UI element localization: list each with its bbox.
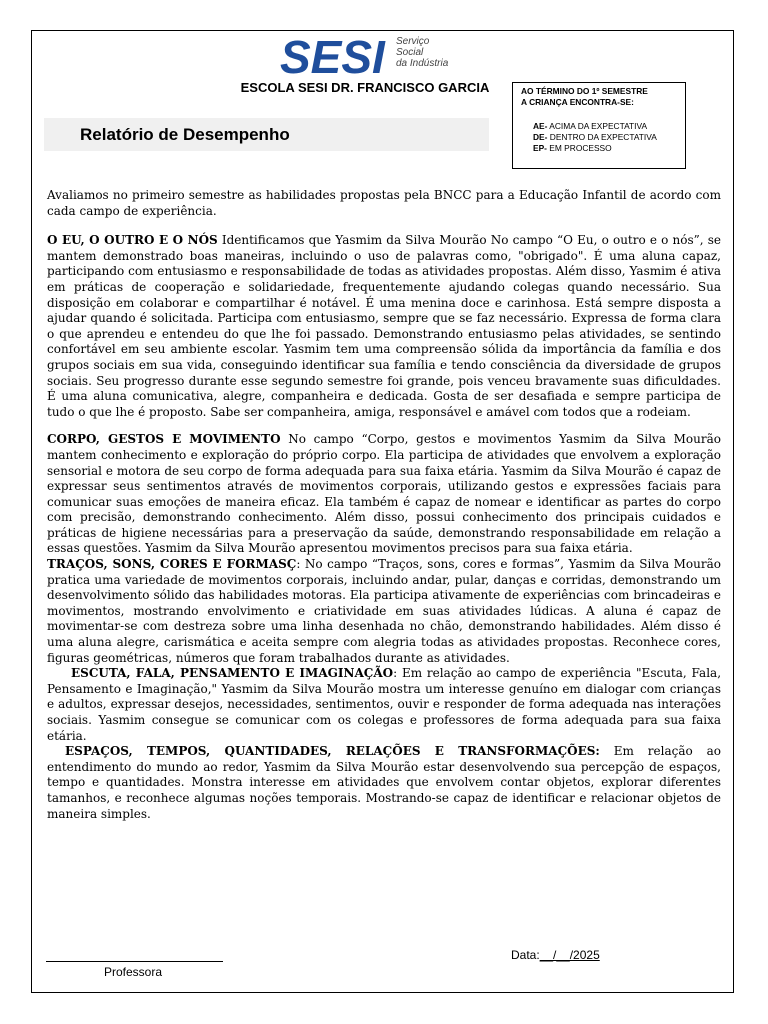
section-escuta-fala (47, 666, 721, 744)
report-title: Relatório de Desempenho (80, 125, 290, 144)
section-heading: CORPO, GESTOS E MOVIMENTO (47, 432, 281, 447)
section-heading: ESCUTA, FALA, PENSAMENTO E IMAGINAÇÃO (71, 666, 394, 681)
sesi-logo (280, 34, 455, 78)
legend-item (533, 132, 657, 143)
legend-box (512, 82, 686, 169)
section-espacos-tempos (47, 744, 721, 822)
report-body (47, 188, 721, 822)
date-field (511, 948, 600, 962)
legend-heading (521, 86, 681, 108)
section-text: Em relação ao entendimento do mundo ao redor, Yasmim da Silva Mourão estar desenvolvendo sua percepção de espaços, tempo e quantidades. Monstra interesse em atividades que envolvem contar objetos, explorar diferentes tamanhos, e reconhece algumas noções temporais. Mostrando-se capaz de identificar e relacionar objetos de maneira simples. (47, 744, 721, 821)
section-tracos-sons (47, 557, 721, 666)
legend-item (533, 143, 657, 154)
logo-subtitle-line: da Indústria (396, 58, 449, 69)
section-corpo-gestos (47, 432, 721, 557)
section-heading: TRAÇOS, SONS, CORES E FORMASÇ (47, 557, 297, 572)
legend-heading-line: A CRIANÇA ENCONTRA-SE: (521, 97, 634, 107)
logo-subtitle-line: Social (396, 47, 424, 58)
section-heading: O EU, O OUTRO E O NÓS (47, 233, 218, 248)
section-text: No campo “Corpo, gestos e movimentos Yasmim da Silva Mourão mantem conhecimento e exploração do próprio corpo. Ela participa de atividades que envolvem a exploração sensorial e motora de seu corpo de forma adequada para sua faixa etária. Yasmim da Silva Mourão é capaz de expressar seus sentimentos através de movimentos corporais, utilizando gestos e expressões faciais para comunicar suas emoções de maneira eficaz. Ela também é capaz de nomear e identificar as partes do corpo com precisão, demonstrando conhecimento. Além disso, possui conhecimento dos principais cuidados e práticas de higiene necessárias para a preservação da saúde, demonstrando responsabilidade em relação a essas questões. Yasmim da Silva Mourão apresentou movimentos precisos para sua faixa etária. (47, 432, 721, 556)
section-text: Identificamos que Yasmim da Silva Mourão No campo “O Eu, o outro e o nós”, se mantem demonstrado boas maneiras, incluindo o uso de palavras como, "obrigado". É uma aluna capaz, participando com entusiasmo e responsabilidade de todas as atividades propostas. Além disso, Yasmim é ativa em práticas de cooperação e solidariedade, frequentemente ajudando colegas quando necessário. Sua disposição em colaborar e compartilhar é notável. É uma menina doce e carinhosa. Está sempre disposta a ajudar quando é solicitada. Participa com entusiasmo, sempre que se faz necessário. Expressa de forma clara o que aprendeu e entendeu do que lhe foi passado. Demonstrando entusiasmo pelas atividades, se sentindo confortável em seu ambiente escolar. Yasmim tem uma compreensão sólida da importância da família e dos grupos sociais em sua vida, conseguindo identificar sua família e tendo consciência da diversidade de grupos sociais. Seu progresso durante esse segundo semestre foi grande, pois venceu bravamente suas dificuldades. É uma aluna comunicativa, alegre, companheira e dedicada. Gosta de ser desafiada e sempre participa de tudo o que lhe é proposto. Sabe ser companheira, amiga, responsável e amável com todos que a rodeiam. (47, 233, 721, 419)
legend-heading-line: AO TÉRMINO DO 1º SEMESTRE (521, 86, 648, 96)
sesi-logo-text: SESI (280, 34, 385, 78)
section-text: : No campo “Traços, sons, cores e formas”, Yasmim da Silva Mourão pratica uma variedade de movimentos corporais, incluindo andar, pular, danças e corridas, demonstrando um desenvolvimento sólido das habilidades motoras. Ela participa ativamente de experiências com brincadeiras e movimentos, mostrando envolvimento e criatividade em suas atividades lúdicas. A aluna é capaz de movimentar-se com destreza sobre uma linha desenhada no chão, demonstrando habilidades. Além disso é uma aluna alegre, carismática e aceita sempre com alegria todas as atividades propostas. Reconhece cores, figuras geométricas, números que foram trabalhados durante as atividades. (47, 557, 721, 665)
legend-code: AE- (533, 121, 548, 131)
legend-code: EP- (533, 143, 547, 153)
date-label: Data: (511, 948, 540, 962)
intro-paragraph: Avaliamos no primeiro semestre as habilidades propostas pela BNCC para a Educação Infantil de acordo com cada campo de experiência. (47, 188, 721, 218)
logo-subtitle (396, 36, 448, 69)
logo-subtitle-line: Serviço (396, 36, 430, 47)
legend-desc: ACIMA DA EXPECTATIVA (547, 121, 648, 131)
section-text: : Em relação ao campo de experiência "Escuta, Fala, Pensamento e Imaginação," Yasmim da Silva Mourão mostra um interesse genuíno em dialogar com crianças e adultos, expressar desejos, necessidades, sentimentos, ouvir e responder de forma adequada nas interações sociais. Yasmim consegue se comunicar com os colegas e professores de forma adequada para sua faixa etária. (47, 666, 722, 743)
legend-desc: EM PROCESSO (546, 143, 612, 153)
signature-line (46, 961, 223, 962)
section-eu-outro-nos (47, 233, 721, 420)
sesi-logo-mark (280, 34, 400, 78)
date-value: __/__/2025 (539, 948, 600, 962)
legend-item (533, 121, 657, 132)
signature-label: Professora (104, 965, 163, 979)
legend-code: DE- (533, 132, 548, 142)
section-heading: ESPAÇOS, TEMPOS, QUANTIDADES, RELAÇÕES E TRANSFORMAÇÕES: (65, 744, 600, 759)
school-name: ESCOLA SESI DR. FRANCISCO GARCIA (240, 80, 490, 95)
legend-items (533, 121, 657, 154)
legend-desc: DENTRO DA EXPECTATIVA (547, 132, 657, 142)
